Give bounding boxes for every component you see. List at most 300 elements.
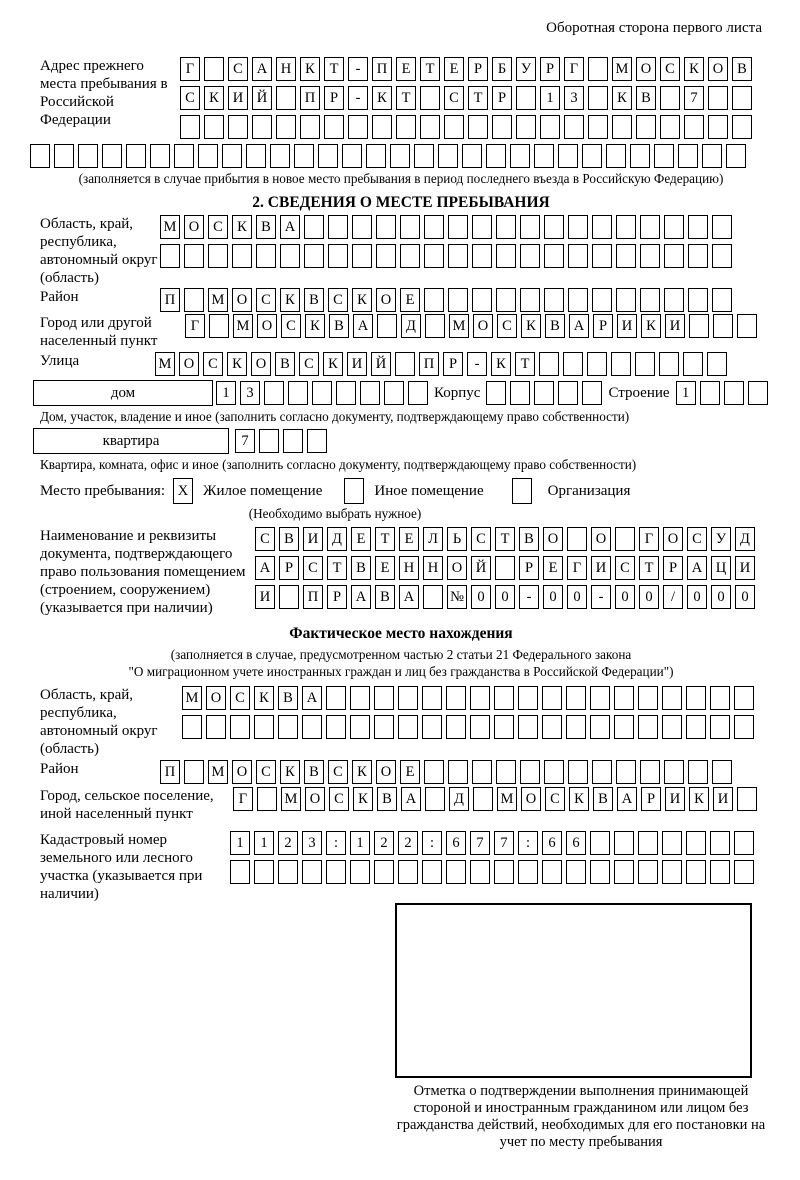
char-box[interactable] bbox=[494, 860, 514, 884]
char-box[interactable] bbox=[660, 86, 680, 110]
char-box[interactable]: О bbox=[179, 352, 199, 376]
char-box[interactable]: В bbox=[275, 352, 295, 376]
char-box[interactable] bbox=[662, 831, 682, 855]
char-box-row[interactable] bbox=[180, 57, 752, 81]
char-box[interactable] bbox=[204, 57, 224, 81]
char-box[interactable]: С bbox=[228, 57, 248, 81]
char-box[interactable] bbox=[664, 244, 684, 268]
char-box[interactable]: К bbox=[280, 760, 300, 784]
char-box[interactable]: Т bbox=[639, 556, 659, 580]
char-box[interactable] bbox=[689, 314, 709, 338]
char-box[interactable] bbox=[592, 760, 612, 784]
char-box[interactable]: К bbox=[641, 314, 661, 338]
char-box[interactable]: Е bbox=[375, 556, 395, 580]
char-box[interactable] bbox=[592, 288, 612, 312]
char-box-row[interactable] bbox=[160, 215, 732, 239]
char-box[interactable] bbox=[254, 860, 274, 884]
char-box[interactable] bbox=[180, 115, 200, 139]
char-box[interactable] bbox=[614, 831, 634, 855]
char-box-row[interactable] bbox=[155, 352, 727, 376]
char-box[interactable] bbox=[425, 314, 445, 338]
char-box[interactable] bbox=[534, 381, 554, 405]
char-box-row[interactable] bbox=[160, 244, 732, 268]
char-box[interactable]: 2 bbox=[278, 831, 298, 855]
char-box[interactable] bbox=[462, 144, 482, 168]
char-box[interactable] bbox=[150, 144, 170, 168]
char-box[interactable]: К bbox=[684, 57, 704, 81]
char-box-row[interactable] bbox=[230, 860, 754, 884]
char-box[interactable]: О bbox=[376, 760, 396, 784]
char-box[interactable] bbox=[304, 244, 324, 268]
char-box[interactable]: К bbox=[352, 288, 372, 312]
char-box[interactable]: М bbox=[208, 288, 228, 312]
char-box[interactable] bbox=[326, 860, 346, 884]
char-box[interactable]: И bbox=[228, 86, 248, 110]
char-box[interactable]: С bbox=[281, 314, 301, 338]
char-box[interactable]: Т bbox=[495, 527, 515, 551]
char-box[interactable]: О bbox=[521, 787, 541, 811]
char-box[interactable] bbox=[496, 760, 516, 784]
char-box[interactable] bbox=[252, 115, 272, 139]
char-box[interactable] bbox=[280, 244, 300, 268]
char-box[interactable] bbox=[352, 244, 372, 268]
char-box[interactable] bbox=[616, 244, 636, 268]
char-box[interactable]: К bbox=[227, 352, 247, 376]
char-box[interactable] bbox=[414, 144, 434, 168]
char-box-row[interactable] bbox=[235, 429, 327, 453]
char-box[interactable] bbox=[737, 314, 757, 338]
char-box[interactable] bbox=[712, 760, 732, 784]
char-box[interactable] bbox=[160, 244, 180, 268]
char-box[interactable] bbox=[283, 429, 303, 453]
char-box[interactable]: В bbox=[519, 527, 539, 551]
char-box[interactable]: Б bbox=[492, 57, 512, 81]
char-box[interactable] bbox=[174, 144, 194, 168]
char-box[interactable] bbox=[448, 215, 468, 239]
char-box[interactable] bbox=[304, 215, 324, 239]
char-box[interactable]: А bbox=[302, 686, 322, 710]
char-box[interactable] bbox=[510, 381, 530, 405]
char-box[interactable] bbox=[348, 115, 368, 139]
char-box[interactable]: С bbox=[328, 288, 348, 312]
char-box[interactable] bbox=[686, 715, 706, 739]
char-box[interactable] bbox=[336, 381, 356, 405]
char-box[interactable]: - bbox=[348, 86, 368, 110]
char-box[interactable] bbox=[712, 288, 732, 312]
char-box[interactable]: К bbox=[204, 86, 224, 110]
char-box[interactable]: С bbox=[299, 352, 319, 376]
char-box[interactable] bbox=[542, 715, 562, 739]
char-box[interactable] bbox=[425, 787, 445, 811]
char-box[interactable] bbox=[256, 244, 276, 268]
char-box[interactable]: К bbox=[372, 86, 392, 110]
char-box[interactable]: К bbox=[232, 215, 252, 239]
char-box-row[interactable] bbox=[255, 527, 755, 551]
char-box[interactable]: С bbox=[303, 556, 323, 580]
char-box[interactable]: С bbox=[471, 527, 491, 551]
char-box[interactable]: И bbox=[591, 556, 611, 580]
char-box[interactable] bbox=[302, 860, 322, 884]
char-box[interactable] bbox=[611, 352, 631, 376]
char-box[interactable]: Р bbox=[324, 86, 344, 110]
char-box[interactable] bbox=[710, 860, 730, 884]
char-box[interactable] bbox=[702, 144, 722, 168]
char-box[interactable] bbox=[640, 244, 660, 268]
char-box[interactable] bbox=[374, 715, 394, 739]
char-box[interactable]: Д bbox=[327, 527, 347, 551]
char-box[interactable]: Л bbox=[423, 527, 443, 551]
char-box[interactable] bbox=[398, 860, 418, 884]
char-box[interactable] bbox=[470, 860, 490, 884]
char-box[interactable] bbox=[566, 686, 586, 710]
char-box[interactable] bbox=[473, 787, 493, 811]
char-box[interactable] bbox=[708, 86, 728, 110]
char-box[interactable] bbox=[184, 288, 204, 312]
char-box[interactable] bbox=[544, 760, 564, 784]
char-box[interactable] bbox=[712, 215, 732, 239]
char-box[interactable] bbox=[606, 144, 626, 168]
char-box[interactable] bbox=[470, 715, 490, 739]
char-box[interactable]: К bbox=[569, 787, 589, 811]
char-box[interactable]: А bbox=[687, 556, 707, 580]
char-box[interactable] bbox=[732, 86, 752, 110]
char-box[interactable]: В bbox=[351, 556, 371, 580]
char-box[interactable] bbox=[688, 215, 708, 239]
char-box[interactable]: С bbox=[444, 86, 464, 110]
char-box[interactable] bbox=[259, 429, 279, 453]
char-box[interactable]: И bbox=[735, 556, 755, 580]
char-box[interactable]: Е bbox=[396, 57, 416, 81]
char-box[interactable] bbox=[566, 715, 586, 739]
char-box[interactable] bbox=[246, 144, 266, 168]
char-box[interactable]: Р bbox=[443, 352, 463, 376]
char-box[interactable] bbox=[516, 115, 536, 139]
char-box[interactable]: 3 bbox=[302, 831, 322, 855]
char-box[interactable] bbox=[688, 244, 708, 268]
char-box[interactable] bbox=[713, 314, 733, 338]
char-box[interactable] bbox=[424, 760, 444, 784]
char-box[interactable]: И bbox=[347, 352, 367, 376]
char-box[interactable] bbox=[662, 686, 682, 710]
char-box[interactable]: 1 bbox=[254, 831, 274, 855]
char-box[interactable]: Т bbox=[468, 86, 488, 110]
char-box[interactable] bbox=[276, 115, 296, 139]
char-box[interactable] bbox=[520, 760, 540, 784]
char-box[interactable]: 3 bbox=[240, 381, 260, 405]
char-box[interactable]: С bbox=[203, 352, 223, 376]
char-box[interactable] bbox=[495, 556, 515, 580]
char-box[interactable] bbox=[688, 288, 708, 312]
char-box[interactable] bbox=[590, 686, 610, 710]
char-box-row[interactable] bbox=[676, 381, 768, 405]
char-box[interactable] bbox=[198, 144, 218, 168]
char-box[interactable]: М bbox=[208, 760, 228, 784]
char-box[interactable] bbox=[494, 686, 514, 710]
char-box[interactable] bbox=[636, 115, 656, 139]
char-box[interactable] bbox=[590, 715, 610, 739]
char-box[interactable] bbox=[448, 288, 468, 312]
char-box[interactable] bbox=[374, 860, 394, 884]
char-box[interactable]: И bbox=[303, 527, 323, 551]
char-box-row[interactable] bbox=[216, 381, 428, 405]
char-box[interactable] bbox=[496, 215, 516, 239]
char-box[interactable]: А bbox=[255, 556, 275, 580]
char-box[interactable]: К bbox=[352, 760, 372, 784]
char-box[interactable]: О bbox=[232, 288, 252, 312]
char-box[interactable] bbox=[400, 215, 420, 239]
char-box[interactable]: О bbox=[232, 760, 252, 784]
char-box[interactable] bbox=[468, 115, 488, 139]
char-box[interactable]: Т bbox=[375, 527, 395, 551]
char-box[interactable] bbox=[377, 314, 397, 338]
char-box[interactable]: М bbox=[182, 686, 202, 710]
char-box[interactable] bbox=[664, 760, 684, 784]
char-box[interactable] bbox=[209, 314, 229, 338]
char-box[interactable] bbox=[350, 860, 370, 884]
char-box[interactable] bbox=[422, 860, 442, 884]
char-box[interactable]: 7 bbox=[494, 831, 514, 855]
house-type-box[interactable]: дом bbox=[33, 380, 213, 406]
char-box[interactable] bbox=[568, 215, 588, 239]
char-box[interactable]: С bbox=[497, 314, 517, 338]
char-box[interactable]: С bbox=[208, 215, 228, 239]
char-box[interactable] bbox=[254, 715, 274, 739]
char-box[interactable]: А bbox=[252, 57, 272, 81]
char-box[interactable]: Р bbox=[540, 57, 560, 81]
char-box[interactable] bbox=[664, 288, 684, 312]
char-box[interactable]: Й bbox=[471, 556, 491, 580]
char-box[interactable] bbox=[592, 244, 612, 268]
char-box[interactable]: Г bbox=[567, 556, 587, 580]
char-box[interactable]: В bbox=[732, 57, 752, 81]
char-box[interactable] bbox=[420, 115, 440, 139]
char-box[interactable]: В bbox=[329, 314, 349, 338]
char-box[interactable]: Р bbox=[519, 556, 539, 580]
char-box[interactable]: К bbox=[305, 314, 325, 338]
char-box[interactable] bbox=[590, 860, 610, 884]
char-box[interactable]: 0 bbox=[687, 585, 707, 609]
char-box[interactable]: М bbox=[612, 57, 632, 81]
char-box[interactable]: 1 bbox=[350, 831, 370, 855]
char-box[interactable]: Й bbox=[252, 86, 272, 110]
char-box[interactable]: В bbox=[304, 288, 324, 312]
char-box[interactable]: Т bbox=[396, 86, 416, 110]
char-box[interactable] bbox=[494, 715, 514, 739]
char-box-row[interactable] bbox=[182, 715, 754, 739]
char-box[interactable] bbox=[366, 144, 386, 168]
char-box[interactable] bbox=[264, 381, 284, 405]
char-box[interactable]: К bbox=[323, 352, 343, 376]
char-box[interactable]: Ь bbox=[447, 527, 467, 551]
char-box[interactable] bbox=[563, 352, 583, 376]
char-box[interactable]: 6 bbox=[446, 831, 466, 855]
char-box[interactable]: - bbox=[591, 585, 611, 609]
char-box-row[interactable] bbox=[255, 556, 755, 580]
char-box[interactable]: Е bbox=[400, 288, 420, 312]
char-box[interactable]: 0 bbox=[567, 585, 587, 609]
char-box[interactable]: П bbox=[160, 760, 180, 784]
char-box[interactable] bbox=[612, 115, 632, 139]
char-box[interactable] bbox=[276, 86, 296, 110]
char-box[interactable]: С bbox=[687, 527, 707, 551]
char-box[interactable]: К bbox=[491, 352, 511, 376]
char-box[interactable]: М bbox=[497, 787, 517, 811]
char-box[interactable] bbox=[616, 288, 636, 312]
char-box[interactable] bbox=[184, 244, 204, 268]
char-box[interactable] bbox=[734, 831, 754, 855]
char-box[interactable]: К bbox=[521, 314, 541, 338]
char-box[interactable] bbox=[424, 288, 444, 312]
char-box[interactable]: Г bbox=[180, 57, 200, 81]
char-box[interactable] bbox=[686, 831, 706, 855]
char-box[interactable] bbox=[350, 715, 370, 739]
char-box[interactable] bbox=[444, 115, 464, 139]
char-box-row[interactable] bbox=[160, 288, 732, 312]
char-box[interactable] bbox=[737, 787, 757, 811]
char-box[interactable]: : bbox=[326, 831, 346, 855]
char-box[interactable] bbox=[520, 215, 540, 239]
char-box[interactable] bbox=[588, 57, 608, 81]
char-box[interactable] bbox=[640, 215, 660, 239]
char-box[interactable] bbox=[182, 715, 202, 739]
char-box[interactable]: 7 bbox=[235, 429, 255, 453]
char-box[interactable] bbox=[448, 244, 468, 268]
char-box[interactable] bbox=[638, 831, 658, 855]
char-box[interactable] bbox=[664, 215, 684, 239]
char-box[interactable]: О bbox=[663, 527, 683, 551]
char-box[interactable]: И bbox=[665, 787, 685, 811]
char-box[interactable] bbox=[496, 244, 516, 268]
char-box[interactable]: А bbox=[353, 314, 373, 338]
char-box[interactable] bbox=[544, 215, 564, 239]
char-box[interactable] bbox=[270, 144, 290, 168]
char-box[interactable] bbox=[472, 215, 492, 239]
char-box[interactable] bbox=[544, 288, 564, 312]
char-box[interactable]: И bbox=[617, 314, 637, 338]
char-box[interactable] bbox=[312, 381, 332, 405]
char-box[interactable]: 1 bbox=[540, 86, 560, 110]
char-box[interactable]: П bbox=[372, 57, 392, 81]
char-box[interactable]: О bbox=[206, 686, 226, 710]
char-box[interactable]: Т bbox=[515, 352, 535, 376]
char-box[interactable] bbox=[614, 715, 634, 739]
char-box[interactable] bbox=[710, 686, 730, 710]
char-box[interactable] bbox=[542, 686, 562, 710]
char-box[interactable] bbox=[352, 215, 372, 239]
char-box[interactable] bbox=[424, 215, 444, 239]
char-box-row[interactable] bbox=[30, 144, 762, 168]
char-box[interactable] bbox=[446, 860, 466, 884]
char-box[interactable] bbox=[278, 715, 298, 739]
char-box[interactable]: П bbox=[303, 585, 323, 609]
char-box[interactable]: 0 bbox=[495, 585, 515, 609]
char-box[interactable]: Р bbox=[641, 787, 661, 811]
char-box[interactable]: - bbox=[519, 585, 539, 609]
char-box[interactable]: П bbox=[300, 86, 320, 110]
char-box[interactable] bbox=[423, 585, 443, 609]
char-box[interactable]: О bbox=[376, 288, 396, 312]
char-box[interactable]: А bbox=[569, 314, 589, 338]
char-box[interactable]: И bbox=[713, 787, 733, 811]
char-box[interactable]: У bbox=[711, 527, 731, 551]
char-box[interactable] bbox=[222, 144, 242, 168]
char-box[interactable]: 2 bbox=[374, 831, 394, 855]
char-box[interactable]: 0 bbox=[711, 585, 731, 609]
char-box[interactable]: О bbox=[251, 352, 271, 376]
char-box[interactable] bbox=[204, 115, 224, 139]
char-box[interactable] bbox=[587, 352, 607, 376]
char-box[interactable]: Р bbox=[593, 314, 613, 338]
char-box[interactable] bbox=[126, 144, 146, 168]
char-box[interactable]: К bbox=[300, 57, 320, 81]
apartment-type-box[interactable]: квартира bbox=[33, 428, 229, 454]
char-box[interactable] bbox=[30, 144, 50, 168]
char-box[interactable]: В bbox=[304, 760, 324, 784]
char-box[interactable]: М bbox=[449, 314, 469, 338]
char-box[interactable]: О bbox=[708, 57, 728, 81]
char-box[interactable] bbox=[230, 715, 250, 739]
char-box[interactable]: Т bbox=[327, 556, 347, 580]
char-box[interactable] bbox=[734, 860, 754, 884]
char-box[interactable]: С bbox=[545, 787, 565, 811]
char-box[interactable] bbox=[686, 860, 706, 884]
char-box[interactable] bbox=[659, 352, 679, 376]
char-box-row[interactable] bbox=[180, 86, 752, 110]
char-box[interactable] bbox=[616, 760, 636, 784]
char-box[interactable]: М bbox=[155, 352, 175, 376]
char-box[interactable] bbox=[396, 115, 416, 139]
char-box[interactable] bbox=[688, 760, 708, 784]
char-box[interactable]: С bbox=[660, 57, 680, 81]
char-box[interactable] bbox=[232, 244, 252, 268]
char-box[interactable]: 0 bbox=[543, 585, 563, 609]
char-box[interactable] bbox=[228, 115, 248, 139]
char-box[interactable] bbox=[300, 115, 320, 139]
char-box[interactable] bbox=[539, 352, 559, 376]
char-box[interactable] bbox=[615, 527, 635, 551]
char-box[interactable]: 7 bbox=[470, 831, 490, 855]
char-box[interactable] bbox=[616, 215, 636, 239]
char-box[interactable]: А bbox=[399, 585, 419, 609]
char-box[interactable] bbox=[568, 288, 588, 312]
char-box[interactable] bbox=[707, 352, 727, 376]
char-box[interactable] bbox=[470, 686, 490, 710]
char-box[interactable] bbox=[420, 86, 440, 110]
char-box[interactable]: Р bbox=[492, 86, 512, 110]
char-box[interactable] bbox=[582, 144, 602, 168]
char-box[interactable]: М bbox=[233, 314, 253, 338]
char-box[interactable] bbox=[398, 686, 418, 710]
char-box[interactable]: - bbox=[348, 57, 368, 81]
char-box[interactable]: О bbox=[257, 314, 277, 338]
char-box[interactable]: В bbox=[636, 86, 656, 110]
char-box[interactable] bbox=[510, 144, 530, 168]
char-box[interactable] bbox=[424, 244, 444, 268]
char-box[interactable] bbox=[398, 715, 418, 739]
char-box[interactable] bbox=[326, 686, 346, 710]
char-box[interactable]: Е bbox=[400, 760, 420, 784]
char-box[interactable]: 0 bbox=[639, 585, 659, 609]
char-box[interactable] bbox=[324, 115, 344, 139]
char-box[interactable] bbox=[408, 381, 428, 405]
char-box[interactable]: Р bbox=[279, 556, 299, 580]
char-box[interactable]: В bbox=[545, 314, 565, 338]
char-box[interactable]: 1 bbox=[216, 381, 236, 405]
char-box[interactable] bbox=[724, 381, 744, 405]
char-box[interactable]: О bbox=[447, 556, 467, 580]
char-box[interactable] bbox=[566, 860, 586, 884]
char-box[interactable]: П bbox=[160, 288, 180, 312]
